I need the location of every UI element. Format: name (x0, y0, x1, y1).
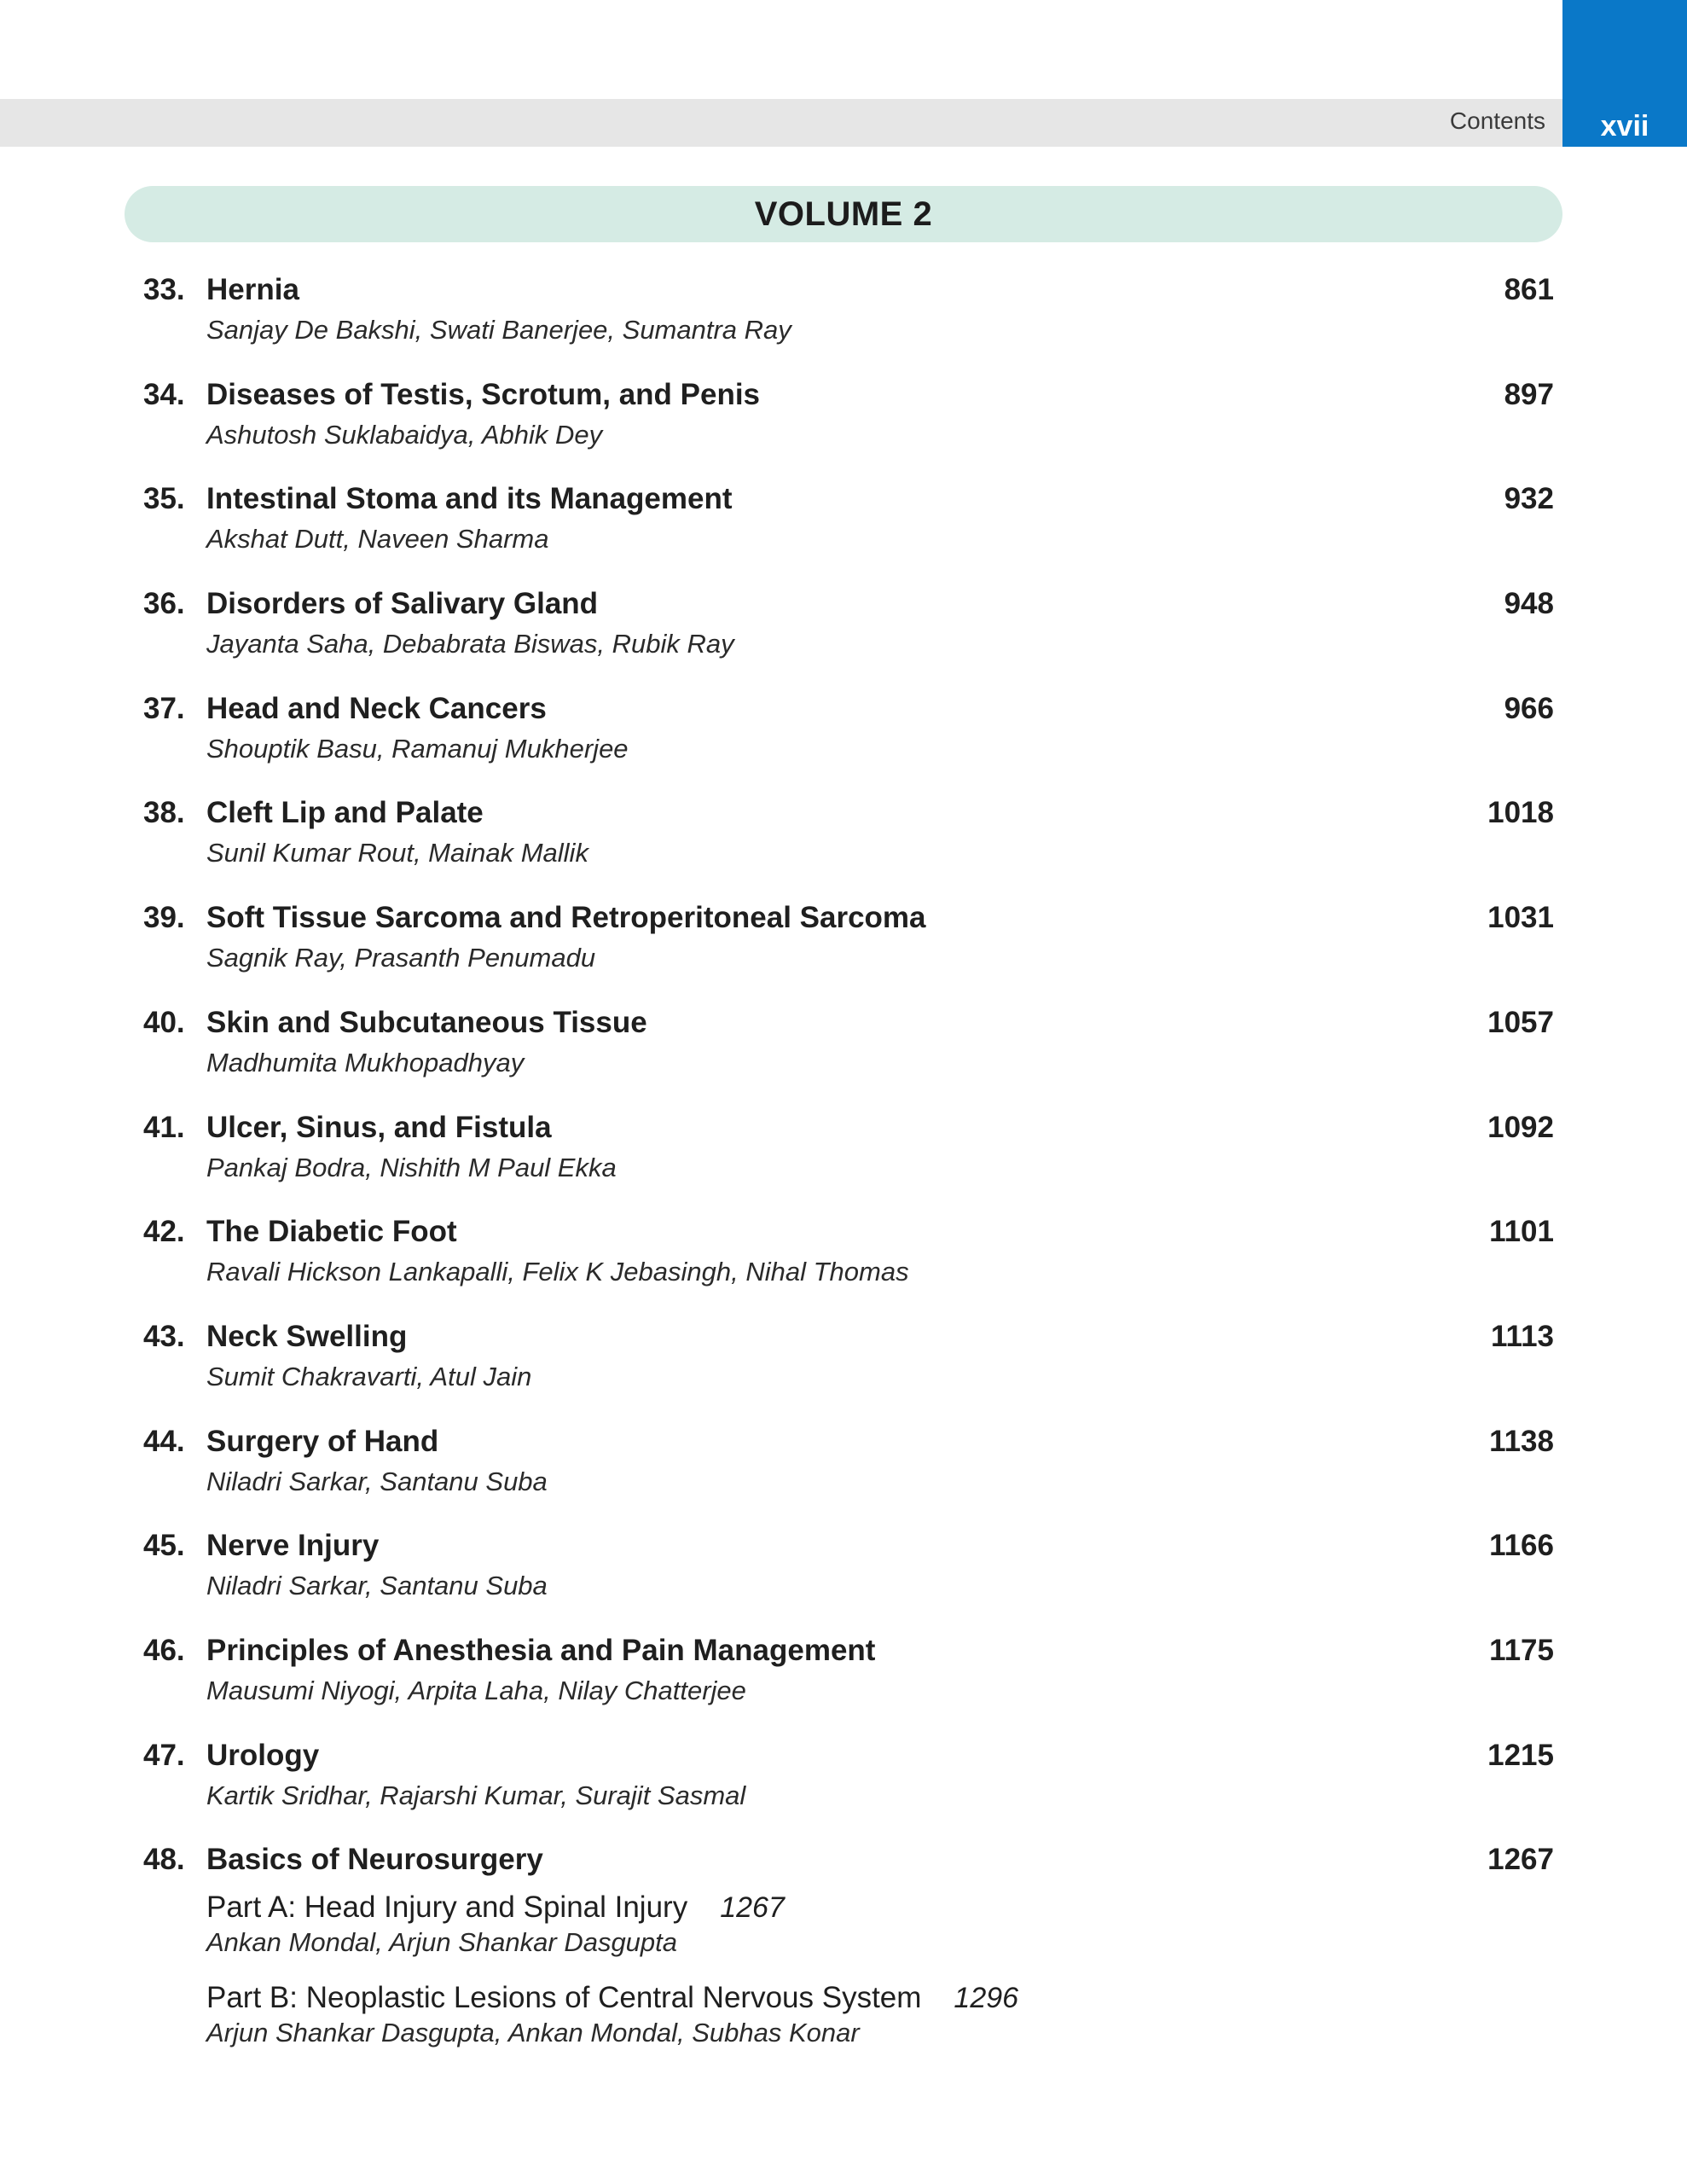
chapter-title: Basics of Neurosurgery (206, 1843, 543, 1877)
chapter-page: 1138 (1489, 1424, 1554, 1458)
chapter-page: 1057 (1487, 1005, 1554, 1039)
chapter-authors: Ashutosh Suklabaidya, Abhik Dey (206, 419, 603, 450)
chapter-number: 46. (143, 1633, 185, 1667)
chapter-title: Head and Neck Cancers (206, 691, 547, 725)
toc-entry[interactable] (143, 1004, 1554, 1109)
volume-title: VOLUME 2 (754, 195, 933, 233)
chapter-part[interactable] (206, 1889, 785, 1959)
chapter-page: 1018 (1487, 796, 1554, 830)
chapter-number: 33. (143, 273, 185, 306)
page-number-tab (1562, 0, 1687, 147)
chapter-page: 1166 (1489, 1529, 1554, 1563)
part-title: Part B: Neoplastic Lesions of Central Nervous System (206, 1981, 922, 2015)
chapter-authors: Ravali Hickson Lankapalli, Felix K Jebasingh, Nihal Thomas (206, 1257, 909, 1287)
chapter-page: 1175 (1489, 1633, 1554, 1667)
toc-entry[interactable] (143, 1527, 1554, 1632)
chapter-number: 35. (143, 482, 185, 516)
chapter-title: Hernia (206, 273, 299, 306)
chapter-authors: Sanjay De Bakshi, Swati Banerjee, Sumantra Ray (206, 315, 791, 345)
running-header: Contents (1449, 107, 1545, 134)
chapter-page: 1215 (1487, 1738, 1554, 1772)
toc-entry[interactable] (143, 1423, 1554, 1528)
part-authors: Arjun Shankar Dasgupta, Ankan Mondal, Subhas Konar (206, 2018, 860, 2048)
chapter-number: 45. (143, 1529, 185, 1563)
toc-entry[interactable] (143, 1737, 1554, 1842)
chapter-authors: Mausumi Niyogi, Arpita Laha, Nilay Chatterjee (206, 1675, 746, 1705)
toc-entry[interactable] (143, 376, 1554, 481)
chapter-title: Urology (206, 1738, 320, 1772)
chapter-page: 1092 (1487, 1110, 1554, 1144)
chapter-page: 932 (1504, 482, 1554, 516)
chapter-authors: Sagnik Ray, Prasanth Penumadu (206, 943, 596, 973)
chapter-authors: Sumit Chakravarti, Atul Jain (206, 1361, 532, 1391)
chapter-number: 40. (143, 1005, 185, 1039)
chapter-number: 41. (143, 1110, 185, 1144)
toc-entry[interactable] (143, 794, 1554, 899)
chapter-authors: Niladri Sarkar, Santanu Suba (206, 1466, 548, 1496)
chapter-title: Ulcer, Sinus, and Fistula (206, 1110, 552, 1144)
page-number: xvii (1600, 110, 1649, 142)
chapter-number: 37. (143, 691, 185, 725)
chapter-number: 47. (143, 1738, 185, 1772)
chapter-number: 44. (143, 1424, 185, 1458)
chapter-title: Surgery of Hand (206, 1424, 439, 1458)
chapter-number: 43. (143, 1319, 185, 1353)
toc-entry[interactable] (143, 271, 1554, 376)
chapter-page: 1101 (1489, 1215, 1554, 1249)
chapter-title: Intestinal Stoma and its Management (206, 482, 733, 516)
toc-entry[interactable] (143, 1632, 1554, 1737)
part-page: 1296 (954, 1982, 1019, 2015)
chapter-number: 42. (143, 1215, 185, 1249)
chapter-authors: Niladri Sarkar, Santanu Suba (206, 1571, 548, 1601)
chapter-authors: Shouptik Basu, Ramanuj Mukherjee (206, 733, 629, 764)
chapter-authors: Sunil Kumar Rout, Mainak Mallik (206, 838, 588, 868)
toc-entry[interactable] (143, 899, 1554, 1004)
chapter-page: 948 (1504, 587, 1554, 621)
header-band (0, 99, 1562, 147)
part-title: Part A: Head Injury and Spinal Injury (206, 1891, 688, 1925)
chapter-page: 966 (1504, 691, 1554, 725)
toc-entry[interactable] (143, 690, 1554, 795)
chapter-part[interactable] (206, 1979, 1018, 2049)
chapter-page: 897 (1504, 377, 1554, 411)
chapter-title: Nerve Injury (206, 1529, 380, 1563)
toc-entry[interactable] (143, 1841, 1554, 2063)
chapter-page: 861 (1504, 273, 1554, 306)
chapter-authors: Kartik Sridhar, Rajarshi Kumar, Surajit Sasmal (206, 1780, 746, 1810)
chapter-title: Diseases of Testis, Scrotum, and Penis (206, 377, 761, 411)
chapter-page: 1113 (1491, 1319, 1554, 1353)
toc-entry[interactable] (143, 480, 1554, 585)
chapter-number: 36. (143, 587, 185, 621)
toc-entry[interactable] (143, 1213, 1554, 1318)
chapter-title: Principles of Anesthesia and Pain Management (206, 1633, 876, 1667)
chapter-title: Soft Tissue Sarcoma and Retroperitoneal Sarcoma (206, 901, 926, 935)
chapter-page: 1267 (1487, 1843, 1554, 1877)
chapter-authors: Jayanta Saha, Debabrata Biswas, Rubik Ray (206, 629, 734, 659)
chapter-title: The Diabetic Foot (206, 1215, 457, 1249)
chapter-number: 48. (143, 1843, 185, 1877)
chapter-title: Cleft Lip and Palate (206, 796, 484, 830)
chapter-page: 1031 (1487, 901, 1554, 935)
part-page: 1267 (720, 1891, 785, 1925)
table-of-contents (143, 271, 1554, 2063)
volume-banner (125, 186, 1562, 242)
chapter-title: Neck Swelling (206, 1319, 408, 1353)
toc-entry[interactable] (143, 1318, 1554, 1423)
chapter-number: 39. (143, 901, 185, 935)
chapter-number: 38. (143, 796, 185, 830)
chapter-authors: Pankaj Bodra, Nishith M Paul Ekka (206, 1152, 617, 1182)
toc-entry[interactable] (143, 585, 1554, 690)
chapter-authors: Akshat Dutt, Naveen Sharma (206, 524, 549, 555)
part-authors: Ankan Mondal, Arjun Shankar Dasgupta (206, 1927, 678, 1958)
chapter-authors: Madhumita Mukhopadhyay (206, 1047, 525, 1077)
chapter-number: 34. (143, 377, 185, 411)
toc-entry[interactable] (143, 1109, 1554, 1214)
chapter-title: Skin and Subcutaneous Tissue (206, 1005, 647, 1039)
chapter-title: Disorders of Salivary Gland (206, 587, 599, 621)
